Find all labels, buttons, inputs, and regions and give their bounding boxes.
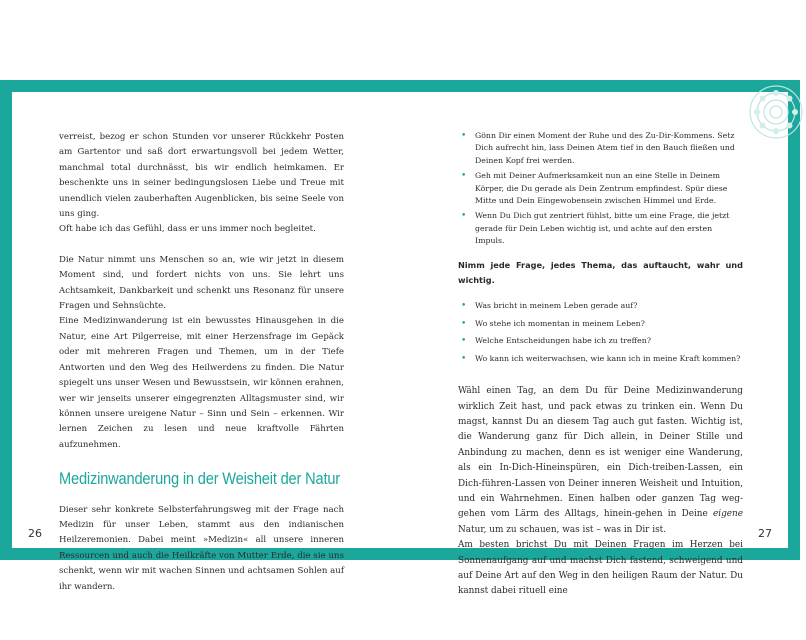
page-number-left: 26 xyxy=(28,527,42,540)
instruction-item: • Gönn Dir einen Moment der Ruhe und des Zu-Dir-Kommens. Setz Dich aufrecht hin, lass Deinen Atem tief in den Bauch fließen und Deinen Kopf frei werden. xyxy=(458,130,743,167)
left-paragraph-1: verreist, bezog er schon Stunden vor unserer Rückkehr Posten am Gartentor und saß dort erwartungsvoll bei jedem Wetter, manchmal total durchnässt, bis wir endlich heimkamen. Er beschenkte uns in seiner bedingungslosen Liebe und Treue mit unendlich vielen zauberhaften Augenblicken, bis seine Seele von uns ging. xyxy=(59,132,344,220)
right-paragraph-2: Am besten brichst Du mit Deinen Fragen im Herzen bei Sonnenaufgang auf und machst Dich fastend, schweigend und auf Deine Art auf den Weg in den heiligen Raum der Natur. Du kannst dabei rituell eine xyxy=(458,540,743,597)
right-page xyxy=(412,92,788,597)
instruction-list xyxy=(458,130,743,248)
instruction-item: • Geh mit Deiner Aufmerksamkeit nun an eine Stelle in Deinem Körper, die Du gerade als Dein Zentrum empfindest. Spür diese Mitte und Dein Eingewobensein zwischen Himmel und Erde. xyxy=(458,170,743,207)
right-column xyxy=(458,130,743,600)
book-gutter xyxy=(388,92,412,548)
question-item: • Welche Entscheidungen habe ich zu treffen? xyxy=(458,335,743,347)
instruction-item: • Wenn Du Dich gut zentriert fühlst, bitte um eine Frage, die jetzt gerade für Dein Leben wichtig ist, und achte auf den ersten Impuls. xyxy=(458,210,743,247)
left-paragraph-1b: Oft habe ich das Gefühl, dass er uns immer noch begleitet. xyxy=(59,224,316,235)
question-item: • Wo stehe ich momentan in meinem Leben? xyxy=(458,318,743,330)
left-paragraph-4: Dieser sehr konkrete Selbsterfahrungsweg mit der Frage nach Medizin für unser Leben, stammt aus den indianischen Heilzeremonien. Dabei meint »Medizin« all unsere inneren Ressourcen und auch die Heilkräfte von Mutter Erde, die sie uns schenkt, wenn wir mit wachen Sinnen und achtsamen Sohlen auf ihr wandern. xyxy=(59,504,344,592)
bold-instruction: Nimm jede Frage, jedes Thema, das auftaucht, wahr und wichtig. xyxy=(458,259,743,286)
section-heading: Medizinwanderung in der Weisheit der Natur xyxy=(59,469,341,489)
question-item: • Was bricht in meinem Leben gerade auf? xyxy=(458,300,743,312)
left-column xyxy=(59,130,344,595)
left-paragraph-2: Die Natur nimmt uns Menschen so an, wie wir jetzt in diesem Moment sind, und fordert nichts von uns. Sie lehrt uns Achtsamkeit, Dankbarkeit und schenkt uns Resonanz für unsere Fragen und Sehnsüchte. xyxy=(59,254,344,312)
page-number-right: 27 xyxy=(758,527,772,540)
right-paragraph-1: Wähl einen Tag, an dem Du für Deine Medizinwanderung wirklich Zeit hast, und pack etwas zu trinken ein. Wenn Du magst, kannst Du an diesem Tag auch gut fasten. Wichtig ist, die Wanderung ganz für Dich allein, in Deiner Stille und Anbindung zu machen, denn es ist weniger eine Wanderung, als ein In-Dich-Hineinspüren, ein Dich-treiben-Lassen, ein Dich-führen-Lassen von Deiner inneren Weisheit und Intuition, und ein Wahrnehmen. Einen halben oder ganzen Tag weg-gehen vom Lärm des Alltags, hinein-gehen in Deine eigene Natur, um zu schauen, was ist – was in Dir ist. xyxy=(458,386,743,535)
left-page xyxy=(12,92,388,592)
question-list xyxy=(458,300,743,365)
mandala-ornament-icon xyxy=(746,82,806,142)
left-paragraph-3: Eine Medizinwanderung ist ein bewusstes Hinausgehen in die Natur, eine Art Pilgerreise, mit einer Herzensfrage im Gepäck oder mit mehreren Fragen und Themen, um in der Tiefe Antworten und den Weg des Heilwerdens zu finden. Die Natur spiegelt uns unser Wesen und Bewusstsein, wir können erahnen, wer wir jenseits unserer eingegrenzten Alltagsmuster sind, wir können unsere ureigene Natur – Sinn und Sein – erkennen. Wir lernen Zeichen zu lesen und neue kraftvolle Fährten aufzunehmen. xyxy=(59,316,344,450)
question-item: • Wo kann ich weiterwachsen, wie kann ich in meine Kraft kommen? xyxy=(458,353,743,365)
